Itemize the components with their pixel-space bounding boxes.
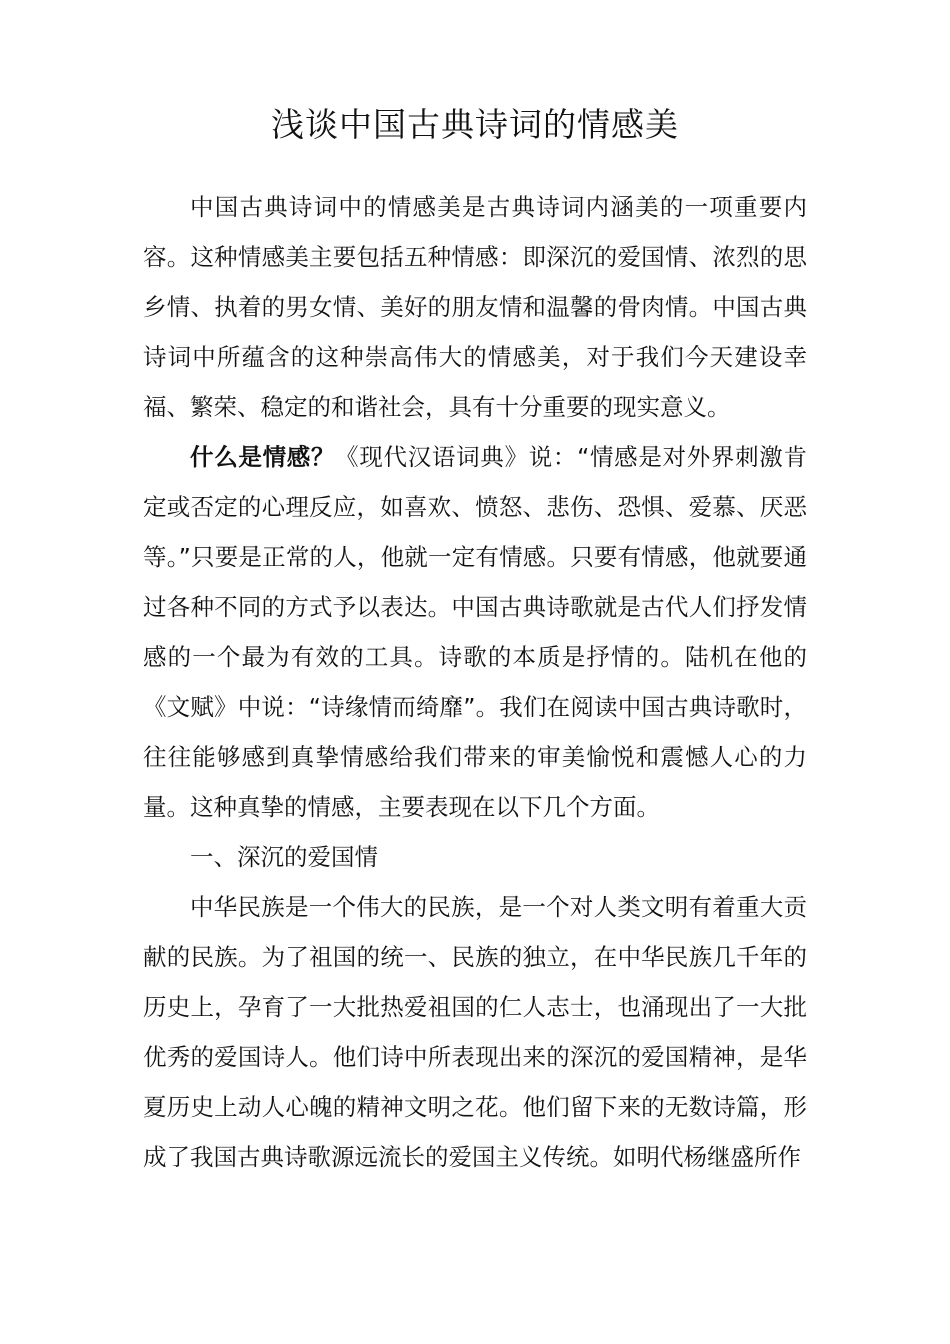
document-title: 浅谈中国古典诗词的情感美 — [271, 105, 679, 144]
paragraph-definition-text: 《现代汉语词典》说：“情感是对外界刺激肯定或否定的心理反应，如喜欢、愤怒、悲伤、恐惧、爱慕、厌恶等。”只要是正常的人，他就一定有情感。只要有情感，他就要通过各种不同的方式予以表达。中国古典诗歌就是古代人们抒发情感的一个最为有效的工具。诗歌的本质是抒情的。陆机在他的《文赋》中说：“诗缘情而绮靡”。我们在阅读中国古典诗歌时，往往能够感到真挚情感给我们带来的审美愉悦和震憾人心的力量。这种真挚的情感，主要表现在以下几个方面。 — [143, 443, 807, 821]
paragraph-definition — [143, 432, 807, 832]
section-heading-patriotism: 一、深沉的爱国情 — [190, 843, 378, 871]
paragraph-definition-bold-lead: 什么是情感？ — [190, 443, 336, 471]
document-body — [143, 182, 807, 1182]
paragraph-patriotism: 中华民族是一个伟大的民族，是一个对人类文明有着重大贡献的民族。为了祖国的统一、民族的独立，在中华民族几千年的历史上，孕育了一大批热爱祖国的仁人志士，也涌现出了一大批优秀的爱国诗人。他们诗中所表现出来的深沉的爱国精神，是华夏历史上动人心魄的精神文明之花。他们留下来的无数诗篇，形成了我国古典诗歌源远流长的爱国主义传统。如明代杨继盛所作 — [143, 893, 807, 1171]
paragraph-intro: 中国古典诗词中的情感美是古典诗词内涵美的一项重要内容。这种情感美主要包括五种情感：即深沉的爱国情、浓烈的思乡情、执着的男女情、美好的朋友情和温馨的骨肉情。中国古典诗词中所蕴含的这种崇高伟大的情感美，对于我们今天建设幸福、繁荣、稳定的和谐社会，具有十分重要的现实意义。 — [143, 193, 807, 421]
